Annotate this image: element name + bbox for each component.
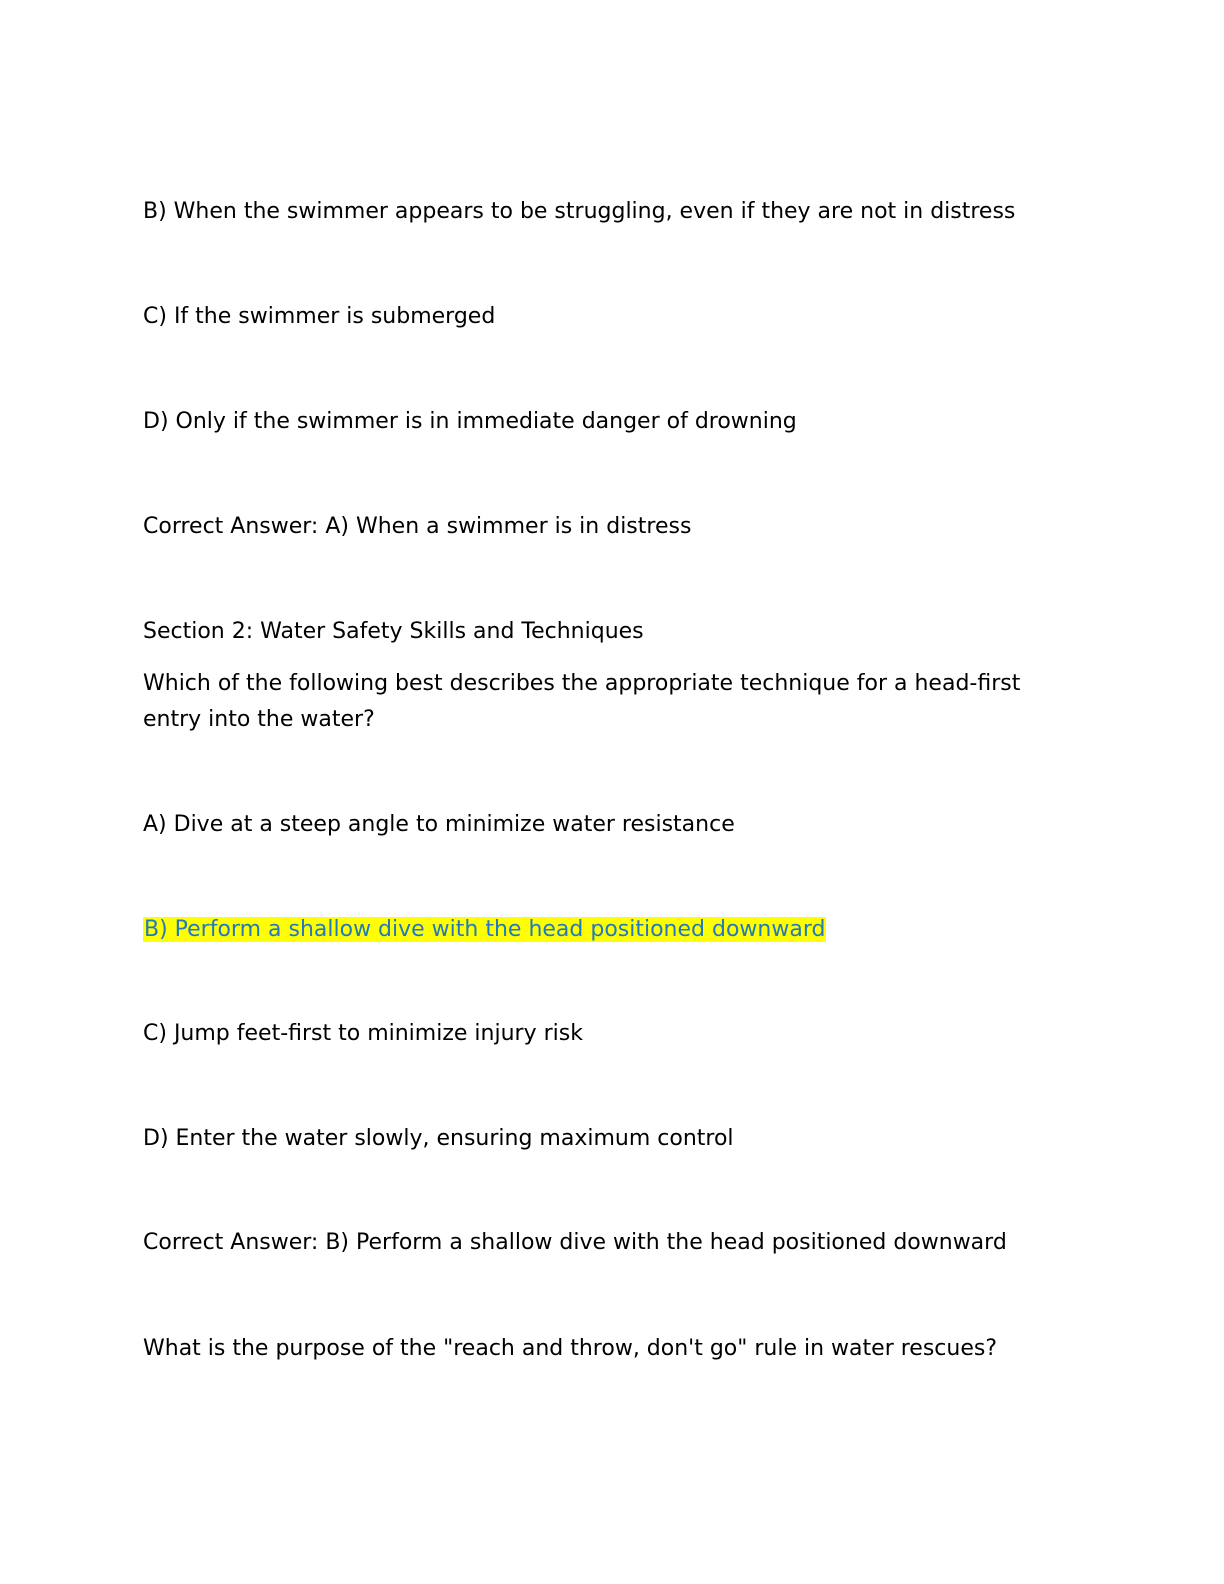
q1-option-b: B) When the swimmer appears to be struggling, even if they are not in distress — [143, 199, 1016, 224]
q2-option-b-highlighted — [143, 912, 1073, 948]
q2-correct-answer: Correct Answer: B) Perform a shallow dive with the head positioned downward — [143, 1230, 1007, 1255]
q2-option-d: D) Enter the water slowly, ensuring maximum control — [143, 1126, 734, 1151]
highlighted-answer: B) Perform a shallow dive with the head positioned downward — [144, 917, 826, 942]
section-title: Section 2: Water Safety Skills and Techniques — [143, 619, 644, 644]
q2-option-a: A) Dive at a steep angle to minimize water resistance — [143, 812, 735, 837]
q3-question: What is the purpose of the "reach and throw, don't go" rule in water rescues? — [143, 1336, 998, 1361]
q2-option-c: C) Jump feet-first to minimize injury risk — [143, 1021, 583, 1046]
q2-question: Which of the following best describes the appropriate technique for a head-first entry into the water? — [143, 671, 1021, 732]
q1-option-d: D) Only if the swimmer is in immediate danger of drowning — [143, 409, 797, 434]
q1-correct-answer: Correct Answer: A) When a swimmer is in distress — [143, 514, 692, 539]
q1-option-c: C) If the swimmer is submerged — [143, 304, 496, 329]
